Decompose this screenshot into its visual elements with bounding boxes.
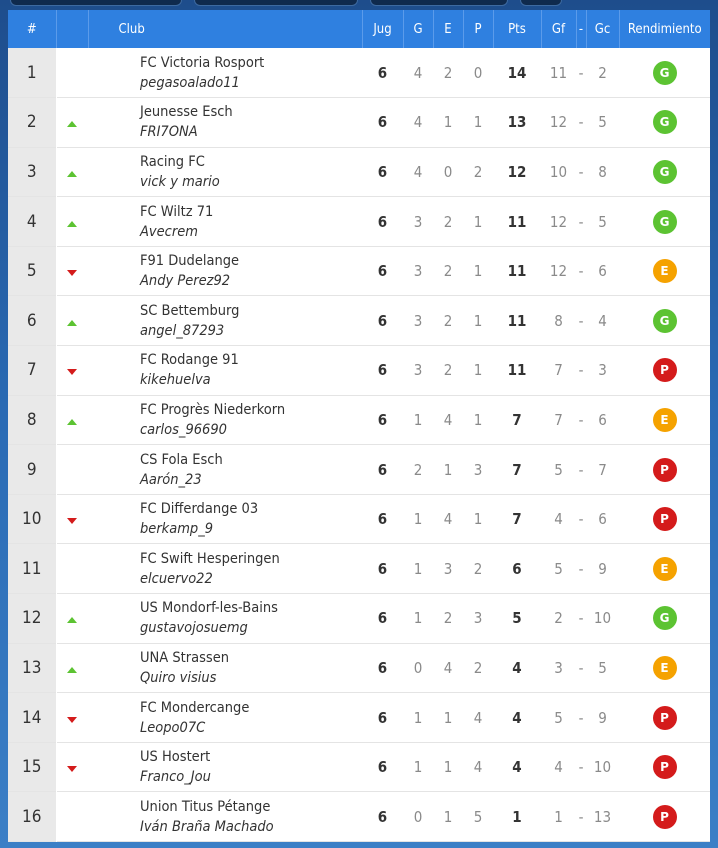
top-tab-2[interactable] [194, 0, 358, 6]
rendimiento-cell [619, 742, 710, 792]
rendimiento-badge: P [653, 458, 677, 482]
top-tab-4[interactable] [520, 0, 562, 6]
drawn-cell: 1 [443, 807, 453, 826]
drawn-cell: 0 [443, 162, 453, 181]
header-row [8, 10, 710, 48]
trend-cell [56, 742, 88, 792]
lost-cell: 1 [473, 212, 483, 231]
won-cell: 2 [413, 460, 423, 479]
goals-for-cell: 11 [549, 63, 568, 82]
rendimiento-cell [619, 48, 710, 98]
rendimiento-cell [619, 296, 710, 346]
header-gc[interactable]: Gc [586, 10, 619, 48]
lost-cell: 4 [473, 708, 483, 727]
goals-against-cell: 8 [598, 162, 607, 181]
position-cell: 2 [8, 98, 56, 148]
won-cell: 4 [413, 63, 423, 82]
played-cell: 6 [377, 758, 388, 777]
goals-separator: - [578, 807, 584, 826]
goals-separator: - [578, 113, 584, 132]
won-cell: 0 [413, 658, 423, 677]
club-cell[interactable] [88, 395, 362, 445]
lost-cell: 5 [473, 807, 483, 826]
club-user[interactable]: vick y mario [140, 173, 220, 190]
drawn-cell: 1 [443, 113, 453, 132]
trend-cell [56, 395, 88, 445]
drawn-cell: 1 [443, 758, 453, 777]
played-cell: 6 [377, 262, 388, 281]
won-cell: 3 [413, 361, 423, 380]
won-cell: 3 [413, 262, 423, 281]
club-user[interactable]: Aarón_23 [140, 471, 202, 488]
club-cell[interactable] [88, 246, 362, 296]
goals-for-cell: 5 [554, 460, 563, 479]
drawn-cell: 4 [443, 410, 453, 429]
goals-for-cell: 1 [554, 807, 563, 826]
goals-separator: - [578, 559, 584, 578]
drawn-cell: 2 [443, 311, 453, 330]
table-row[interactable] [8, 296, 710, 346]
club-name[interactable]: FC Rodange 91 [140, 352, 239, 369]
played-cell: 6 [377, 609, 388, 628]
club-name[interactable]: US Mondorf-les-Bains [140, 600, 278, 617]
goals-against-cell: 5 [598, 658, 607, 677]
goals-separator: - [578, 410, 584, 429]
club-name[interactable]: FC Progrès Niederkorn [140, 401, 286, 418]
arrow-up-icon [67, 171, 77, 177]
played-cell: 6 [377, 212, 388, 231]
goals-for-cell: 10 [549, 162, 568, 181]
points-cell: 14 [507, 63, 527, 82]
points-cell: 6 [512, 559, 522, 578]
header-g[interactable]: G [403, 10, 433, 48]
arrow-up-icon [67, 221, 77, 227]
club-name[interactable]: F91 Dudelange [140, 253, 240, 270]
trend-cell [56, 147, 88, 197]
rendimiento-badge: G [653, 160, 677, 184]
arrow-up-icon [67, 121, 77, 127]
goals-for-cell: 7 [554, 361, 563, 380]
rendimiento-cell [619, 594, 710, 644]
points-cell: 12 [507, 162, 527, 181]
won-cell: 1 [413, 559, 423, 578]
goals-separator: - [578, 162, 584, 181]
points-cell: 7 [512, 460, 522, 479]
rendimiento-cell [619, 494, 710, 544]
points-cell: 7 [512, 510, 522, 529]
lost-cell: 0 [473, 63, 483, 82]
rendimiento-badge: G [653, 606, 677, 630]
rendimiento-badge: P [653, 805, 677, 829]
goals-separator: - [578, 510, 584, 529]
goals-for-cell: 12 [549, 212, 568, 231]
played-cell: 6 [377, 410, 388, 429]
trend-cell [56, 98, 88, 148]
trend-cell [56, 792, 88, 842]
arrow-up-icon [67, 617, 77, 623]
table-row[interactable] [8, 792, 710, 842]
club-user[interactable]: Leopo07C [140, 719, 206, 736]
goals-separator: - [578, 262, 584, 281]
trend-cell [56, 296, 88, 346]
trend-cell [56, 643, 88, 693]
goals-for-cell: 7 [554, 410, 563, 429]
lost-cell: 4 [473, 758, 483, 777]
position-cell: 15 [8, 742, 56, 792]
club-name[interactable]: Jeunesse Esch [140, 104, 233, 121]
club-user[interactable]: pegasoalado11 [140, 74, 240, 91]
points-cell: 4 [512, 758, 522, 777]
rendimiento-badge: E [653, 259, 677, 283]
played-cell: 6 [377, 510, 388, 529]
lost-cell: 1 [473, 361, 483, 380]
position-cell: 10 [8, 494, 56, 544]
arrow-down-icon [67, 369, 77, 375]
goals-separator: - [578, 212, 584, 231]
lost-cell: 1 [473, 510, 483, 529]
rendimiento-cell [619, 98, 710, 148]
club-user[interactable]: kikehuelva [140, 372, 211, 389]
rendimiento-cell [619, 197, 710, 247]
table-row[interactable] [8, 693, 710, 743]
club-cell[interactable] [88, 346, 362, 396]
lost-cell: 2 [473, 658, 483, 677]
club-user[interactable]: Quiro visius [140, 669, 217, 686]
arrow-down-icon [67, 270, 77, 276]
rendimiento-badge: G [653, 110, 677, 134]
rendimiento-badge: E [653, 656, 677, 680]
lost-cell: 3 [473, 460, 483, 479]
table-row[interactable] [8, 544, 710, 594]
goals-for-cell: 3 [554, 658, 563, 677]
goals-against-cell: 9 [598, 708, 607, 727]
points-cell: 11 [507, 212, 527, 231]
rendimiento-badge: P [653, 706, 677, 730]
rendimiento-cell [619, 246, 710, 296]
rendimiento-cell [619, 693, 710, 743]
standings-table [8, 10, 710, 842]
club-name[interactable]: SC Bettemburg [140, 302, 240, 319]
top-tab-1[interactable] [10, 0, 182, 6]
rendimiento-cell [619, 544, 710, 594]
club-user[interactable]: Franco_Jou [140, 769, 211, 786]
club-user[interactable]: gustavojosuemg [140, 620, 248, 637]
points-cell: 4 [512, 658, 522, 677]
table-row[interactable] [8, 147, 710, 197]
lost-cell: 1 [473, 262, 483, 281]
trend-cell [56, 594, 88, 644]
goals-against-cell: 7 [598, 460, 607, 479]
goals-separator: - [578, 311, 584, 330]
table-row[interactable] [8, 246, 710, 296]
goals-for-cell: 8 [554, 311, 563, 330]
club-name[interactable]: UNA Strassen [140, 649, 230, 666]
played-cell: 6 [377, 708, 388, 727]
rendimiento-cell [619, 445, 710, 495]
drawn-cell: 2 [443, 63, 453, 82]
goals-against-cell: 13 [593, 807, 612, 826]
trend-cell [56, 544, 88, 594]
club-name[interactable]: FC Wiltz 71 [140, 203, 214, 220]
won-cell: 3 [413, 212, 423, 231]
arrow-down-icon [67, 518, 77, 524]
club-cell[interactable] [88, 643, 362, 693]
won-cell: 4 [413, 113, 423, 132]
club-cell[interactable] [88, 494, 362, 544]
lost-cell: 1 [473, 113, 483, 132]
club-user[interactable]: Andy Perez92 [140, 273, 231, 290]
club-cell[interactable] [88, 742, 362, 792]
won-cell: 4 [413, 162, 423, 181]
rendimiento-cell [619, 147, 710, 197]
club-user[interactable]: Iván Braña Machado [140, 818, 274, 835]
drawn-cell: 2 [443, 262, 453, 281]
won-cell: 1 [413, 758, 423, 777]
drawn-cell: 1 [443, 460, 453, 479]
club-cell[interactable] [88, 594, 362, 644]
header-e[interactable]: E [433, 10, 463, 48]
goals-against-cell: 10 [593, 758, 612, 777]
played-cell: 6 [377, 807, 388, 826]
club-user[interactable]: angel_87293 [140, 322, 225, 339]
drawn-cell: 4 [443, 658, 453, 677]
played-cell: 6 [377, 162, 388, 181]
drawn-cell: 2 [443, 609, 453, 628]
club-user[interactable]: FRI7ONA [140, 124, 198, 141]
table-row[interactable] [8, 494, 710, 544]
goals-for-cell: 5 [554, 708, 563, 727]
club-user[interactable]: elcuervo22 [140, 570, 213, 587]
trend-cell [56, 346, 88, 396]
club-cell[interactable] [88, 98, 362, 148]
rendimiento-badge: G [653, 309, 677, 333]
top-tab-strip [0, 0, 718, 10]
lost-cell: 2 [473, 559, 483, 578]
club-cell[interactable] [88, 147, 362, 197]
club-name[interactable]: CS Fola Esch [140, 451, 223, 468]
table-row[interactable] [8, 594, 710, 644]
won-cell: 3 [413, 311, 423, 330]
position-cell: 8 [8, 395, 56, 445]
arrow-up-icon [67, 320, 77, 326]
position-cell: 5 [8, 246, 56, 296]
points-cell: 13 [507, 113, 527, 132]
club-cell[interactable] [88, 792, 362, 842]
rendimiento-badge: E [653, 408, 677, 432]
trend-cell [56, 246, 88, 296]
club-name[interactable]: Union Titus Pétange [140, 798, 271, 815]
position-cell: 1 [8, 48, 56, 98]
trend-cell [56, 693, 88, 743]
points-cell: 4 [512, 708, 522, 727]
rendimiento-badge: G [653, 210, 677, 234]
played-cell: 6 [377, 460, 388, 479]
won-cell: 1 [413, 609, 423, 628]
goals-against-cell: 4 [598, 311, 607, 330]
club-cell[interactable] [88, 544, 362, 594]
club-user[interactable]: berkamp_9 [140, 521, 214, 538]
lost-cell: 1 [473, 311, 483, 330]
club-name[interactable]: Racing FC [140, 153, 205, 170]
goals-against-cell: 9 [598, 559, 607, 578]
goals-for-cell: 12 [549, 113, 568, 132]
drawn-cell: 4 [443, 510, 453, 529]
played-cell: 6 [377, 63, 388, 82]
rendimiento-cell [619, 346, 710, 396]
rendimiento-badge: P [653, 755, 677, 779]
club-cell[interactable] [88, 296, 362, 346]
rendimiento-badge: E [653, 557, 677, 581]
club-name[interactable]: FC Differdange 03 [140, 501, 259, 518]
won-cell: 0 [413, 807, 423, 826]
header-jug[interactable]: Jug [362, 10, 403, 48]
position-cell: 3 [8, 147, 56, 197]
table-row[interactable] [8, 346, 710, 396]
drawn-cell: 3 [443, 559, 453, 578]
club-cell[interactable] [88, 693, 362, 743]
arrow-up-icon [67, 667, 77, 673]
goals-separator: - [578, 63, 584, 82]
rendimiento-badge: P [653, 507, 677, 531]
position-cell: 12 [8, 594, 56, 644]
goals-separator: - [578, 658, 584, 677]
table-row[interactable] [8, 742, 710, 792]
goals-for-cell: 4 [554, 510, 563, 529]
goals-against-cell: 3 [598, 361, 607, 380]
points-cell: 5 [512, 609, 522, 628]
goals-separator: - [578, 708, 584, 727]
header-trend [56, 10, 88, 48]
position-cell: 4 [8, 197, 56, 247]
table-row[interactable] [8, 395, 710, 445]
goals-against-cell: 6 [598, 262, 607, 281]
goals-separator: - [578, 758, 584, 777]
trend-cell [56, 494, 88, 544]
points-cell: 7 [512, 410, 522, 429]
standings-table-container [8, 10, 710, 842]
goals-against-cell: 6 [598, 410, 607, 429]
header-sep: - [576, 10, 586, 48]
played-cell: 6 [377, 658, 388, 677]
arrow-down-icon [67, 717, 77, 723]
club-user[interactable]: Avecrem [140, 223, 198, 240]
trend-cell [56, 445, 88, 495]
position-cell: 9 [8, 445, 56, 495]
points-cell: 1 [512, 807, 522, 826]
won-cell: 1 [413, 510, 423, 529]
arrow-down-icon [67, 766, 77, 772]
header-pos[interactable]: # [8, 10, 56, 48]
club-user[interactable]: carlos_96690 [140, 421, 227, 438]
played-cell: 6 [377, 559, 388, 578]
table-row[interactable] [8, 445, 710, 495]
points-cell: 11 [507, 361, 527, 380]
won-cell: 1 [413, 708, 423, 727]
position-cell: 7 [8, 346, 56, 396]
header-p[interactable]: P [463, 10, 493, 48]
goals-against-cell: 5 [598, 113, 607, 132]
points-cell: 11 [507, 311, 527, 330]
won-cell: 1 [413, 410, 423, 429]
rendimiento-cell [619, 792, 710, 842]
position-cell: 6 [8, 296, 56, 346]
club-cell[interactable] [88, 197, 362, 247]
table-row[interactable] [8, 98, 710, 148]
rendimiento-cell [619, 395, 710, 445]
club-cell[interactable] [88, 445, 362, 495]
position-cell: 14 [8, 693, 56, 743]
drawn-cell: 2 [443, 361, 453, 380]
position-cell: 16 [8, 792, 56, 842]
lost-cell: 3 [473, 609, 483, 628]
club-name[interactable]: FC Victoria Rosport [140, 54, 265, 71]
goals-against-cell: 2 [598, 63, 607, 82]
arrow-up-icon [67, 419, 77, 425]
drawn-cell: 2 [443, 212, 453, 231]
standings-body [8, 48, 710, 842]
top-tab-3[interactable] [370, 0, 508, 6]
rendimiento-badge: P [653, 358, 677, 382]
club-name[interactable]: US Hostert [140, 749, 211, 766]
goals-against-cell: 6 [598, 510, 607, 529]
goals-separator: - [578, 609, 584, 628]
goals-for-cell: 4 [554, 758, 563, 777]
goals-for-cell: 2 [554, 609, 563, 628]
table-row[interactable] [8, 197, 710, 247]
lost-cell: 2 [473, 162, 483, 181]
goals-separator: - [578, 361, 584, 380]
trend-cell [56, 48, 88, 98]
goals-against-cell: 10 [593, 609, 612, 628]
club-cell[interactable] [88, 48, 362, 98]
rendimiento-badge: G [653, 61, 677, 85]
club-name[interactable]: FC Swift Hesperingen [140, 550, 280, 567]
rendimiento-cell [619, 643, 710, 693]
goals-against-cell: 5 [598, 212, 607, 231]
drawn-cell: 1 [443, 708, 453, 727]
trend-cell [56, 197, 88, 247]
goals-for-cell: 5 [554, 559, 563, 578]
table-row[interactable] [8, 643, 710, 693]
played-cell: 6 [377, 113, 388, 132]
points-cell: 11 [507, 262, 527, 281]
table-row[interactable] [8, 48, 710, 98]
lost-cell: 1 [473, 410, 483, 429]
position-cell: 13 [8, 643, 56, 693]
header-gf[interactable]: Gf [541, 10, 576, 48]
goals-for-cell: 12 [549, 262, 568, 281]
goals-separator: - [578, 460, 584, 479]
played-cell: 6 [377, 361, 388, 380]
header-pts[interactable]: Pts [493, 10, 541, 48]
header-club[interactable]: Club [88, 10, 362, 48]
played-cell: 6 [377, 311, 388, 330]
club-name[interactable]: FC Mondercange [140, 699, 250, 716]
header-rendimiento[interactable]: Rendimiento [627, 21, 702, 37]
position-cell: 11 [8, 544, 56, 594]
